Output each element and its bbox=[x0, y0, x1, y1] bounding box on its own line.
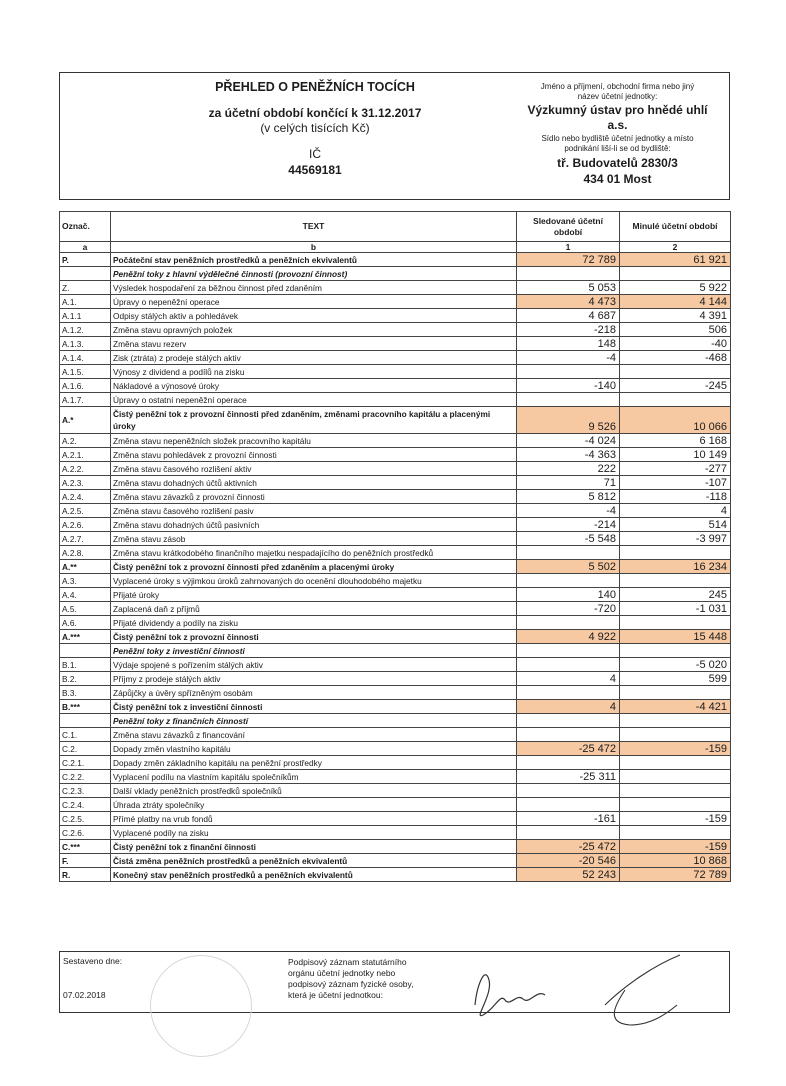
row-previous-value bbox=[620, 365, 731, 379]
row-previous-value bbox=[620, 784, 731, 798]
row-previous-value: 4 bbox=[620, 504, 731, 518]
row-text: Čistý peněžní tok z finanční činnosti bbox=[111, 840, 517, 854]
row-current-value bbox=[517, 574, 620, 588]
row-previous-value: 4 391 bbox=[620, 309, 731, 323]
table-row bbox=[60, 518, 731, 532]
table-row bbox=[60, 672, 731, 686]
row-previous-value: 10 149 bbox=[620, 448, 731, 462]
row-current-value: -4 bbox=[517, 504, 620, 518]
table-row bbox=[60, 490, 731, 504]
col-previous-sub: 2 bbox=[620, 242, 731, 253]
company-city: 434 01 Most bbox=[583, 172, 652, 186]
signature-label-3: podpisový záznam fyzické osoby, bbox=[288, 979, 414, 989]
row-code: C.*** bbox=[60, 840, 111, 854]
table-row bbox=[60, 309, 731, 323]
report-period: za účetní období končící k 31.12.2017 bbox=[208, 106, 422, 120]
row-text: Další vklady peněžních prostředků společníků bbox=[111, 784, 517, 798]
row-previous-value: 245 bbox=[620, 588, 731, 602]
row-code: A.1. bbox=[60, 295, 111, 309]
col-text-header: TEXT bbox=[111, 212, 517, 242]
row-current-value: 4 922 bbox=[517, 630, 620, 644]
row-text: Změna stavu opravných položek bbox=[111, 323, 517, 337]
row-code: C.1. bbox=[60, 728, 111, 742]
row-current-value bbox=[517, 728, 620, 742]
table-row bbox=[60, 532, 731, 546]
table-row bbox=[60, 770, 731, 784]
row-text: Úpravy o ostatní nepeněžní operace bbox=[111, 393, 517, 407]
row-text: Změna stavu krátkodobého finančního majetku nespadajícího do peněžních prostředků bbox=[111, 546, 517, 560]
row-text: Zisk (ztráta) z prodeje stálých aktiv bbox=[111, 351, 517, 365]
row-text: Vyplacení podílu na vlastním kapitálu společníkům bbox=[111, 770, 517, 784]
row-current-value bbox=[517, 714, 620, 728]
row-code: A.1.3. bbox=[60, 337, 111, 351]
handwritten-signature bbox=[455, 945, 695, 1035]
table-row bbox=[60, 868, 731, 882]
compiled-date: 07.02.2018 bbox=[63, 990, 106, 1000]
row-code: A.1.5. bbox=[60, 365, 111, 379]
signature-label-2: orgánu účetní jednotky nebo bbox=[288, 968, 396, 978]
ic-label: IČ bbox=[309, 147, 321, 161]
col-current-sub: 1 bbox=[517, 242, 620, 253]
row-previous-value: -159 bbox=[620, 742, 731, 756]
row-code: B.*** bbox=[60, 700, 111, 714]
row-code: A.3. bbox=[60, 574, 111, 588]
row-code: A.2.6. bbox=[60, 518, 111, 532]
row-current-value: -4 024 bbox=[517, 434, 620, 448]
stamp-circle bbox=[150, 955, 252, 1057]
row-current-value: -161 bbox=[517, 812, 620, 826]
report-title: PŘEHLED O PENĚŽNÍCH TOCÍCH bbox=[215, 80, 415, 94]
company-street: tř. Budovatelů 2830/3 bbox=[557, 156, 678, 170]
row-current-value: 148 bbox=[517, 337, 620, 351]
row-previous-value: -3 997 bbox=[620, 532, 731, 546]
row-current-value: -25 311 bbox=[517, 770, 620, 784]
row-code bbox=[60, 644, 111, 658]
table-row bbox=[60, 379, 731, 393]
row-current-value: 5 812 bbox=[517, 490, 620, 504]
row-text: Peněžní toky z investiční činnosti bbox=[111, 644, 517, 658]
signature-label-1: Podpisový záznam statutárního bbox=[288, 957, 407, 967]
row-previous-value: 10 868 bbox=[620, 854, 731, 868]
row-code: B.1. bbox=[60, 658, 111, 672]
table-row bbox=[60, 826, 731, 840]
row-current-value bbox=[517, 644, 620, 658]
row-current-value: -720 bbox=[517, 602, 620, 616]
row-current-value: 5 053 bbox=[517, 281, 620, 295]
row-previous-value: 506 bbox=[620, 323, 731, 337]
row-text: Zápůjčky a úvěry spřízněným osobám bbox=[111, 686, 517, 700]
table-row bbox=[60, 351, 731, 365]
table-row bbox=[60, 616, 731, 630]
row-previous-value bbox=[620, 546, 731, 560]
table-row bbox=[60, 798, 731, 812]
row-previous-value: -118 bbox=[620, 490, 731, 504]
row-text: Úpravy o nepeněžní operace bbox=[111, 295, 517, 309]
table-row bbox=[60, 840, 731, 854]
row-current-value: 4 687 bbox=[517, 309, 620, 323]
row-text: Výnosy z dividend a podílů na zisku bbox=[111, 365, 517, 379]
table-row bbox=[60, 812, 731, 826]
row-current-value bbox=[517, 658, 620, 672]
row-code: C.2.4. bbox=[60, 798, 111, 812]
row-current-value bbox=[517, 826, 620, 840]
row-code: A.2. bbox=[60, 434, 111, 448]
row-text: Přijaté dividendy a podíly na zisku bbox=[111, 616, 517, 630]
row-current-value bbox=[517, 686, 620, 700]
table-row bbox=[60, 407, 731, 434]
row-current-value: 71 bbox=[517, 476, 620, 490]
row-code: C.2.3. bbox=[60, 784, 111, 798]
row-text: Příjmy z prodeje stálých aktiv bbox=[111, 672, 517, 686]
row-code: A.2.2. bbox=[60, 462, 111, 476]
table-row bbox=[60, 658, 731, 672]
row-text: Odpisy stálých aktiv a pohledávek bbox=[111, 309, 517, 323]
row-previous-value: -4 421 bbox=[620, 700, 731, 714]
table-row bbox=[60, 742, 731, 756]
row-code: A.4. bbox=[60, 588, 111, 602]
table-row bbox=[60, 728, 731, 742]
table-row bbox=[60, 630, 731, 644]
row-text: Úhrada ztráty společníky bbox=[111, 798, 517, 812]
row-code: A.1.7. bbox=[60, 393, 111, 407]
table-header-row bbox=[60, 212, 731, 242]
cash-flow-table bbox=[59, 211, 731, 882]
row-code: A.1.6. bbox=[60, 379, 111, 393]
row-current-value: -25 472 bbox=[517, 840, 620, 854]
row-previous-value: -159 bbox=[620, 840, 731, 854]
row-current-value: 52 243 bbox=[517, 868, 620, 882]
row-text: Čistý peněžní tok z investiční činnosti bbox=[111, 700, 517, 714]
table-subheader-row bbox=[60, 242, 731, 253]
row-current-value bbox=[517, 393, 620, 407]
row-code: A.1.1 bbox=[60, 309, 111, 323]
table-row bbox=[60, 560, 731, 574]
row-text: Změna stavu pohledávek z provozní činnosti bbox=[111, 448, 517, 462]
row-previous-value: 4 144 bbox=[620, 295, 731, 309]
row-current-value: 72 789 bbox=[517, 253, 620, 267]
row-text: Změna stavu časového rozlišení pasiv bbox=[111, 504, 517, 518]
row-current-value: 4 bbox=[517, 700, 620, 714]
table-row bbox=[60, 393, 731, 407]
row-current-value: -218 bbox=[517, 323, 620, 337]
row-code: A.6. bbox=[60, 616, 111, 630]
row-previous-value bbox=[620, 644, 731, 658]
address-label-2: podnikání liší-li se od bydliště: bbox=[564, 144, 671, 153]
table-row bbox=[60, 281, 731, 295]
row-previous-value bbox=[620, 826, 731, 840]
row-current-value bbox=[517, 365, 620, 379]
row-current-value bbox=[517, 756, 620, 770]
row-previous-value: -468 bbox=[620, 351, 731, 365]
company-form: a.s. bbox=[607, 118, 628, 132]
row-text: Zaplacená daň z příjmů bbox=[111, 602, 517, 616]
row-previous-value: 6 168 bbox=[620, 434, 731, 448]
row-text: Přímé platby na vrub fondů bbox=[111, 812, 517, 826]
row-code: A.1.4. bbox=[60, 351, 111, 365]
compiled-label: Sestaveno dne: bbox=[63, 956, 123, 966]
row-previous-value: -277 bbox=[620, 462, 731, 476]
row-current-value bbox=[517, 798, 620, 812]
row-current-value: -20 546 bbox=[517, 854, 620, 868]
row-current-value: -25 472 bbox=[517, 742, 620, 756]
row-current-value: 5 502 bbox=[517, 560, 620, 574]
row-code: A.5. bbox=[60, 602, 111, 616]
table-row bbox=[60, 295, 731, 309]
row-code: A.*** bbox=[60, 630, 111, 644]
row-previous-value bbox=[620, 616, 731, 630]
signature-label-4: která je účetní jednotkou: bbox=[288, 990, 383, 1000]
row-code: A.2.3. bbox=[60, 476, 111, 490]
table-row bbox=[60, 574, 731, 588]
row-previous-value bbox=[620, 686, 731, 700]
row-previous-value: 5 922 bbox=[620, 281, 731, 295]
row-current-value: 9 526 bbox=[517, 407, 620, 434]
row-code: C.2.6. bbox=[60, 826, 111, 840]
name-label-1: Jméno a příjmení, obchodní firma nebo jiný bbox=[540, 82, 695, 91]
table-row bbox=[60, 476, 731, 490]
row-text: Čistý peněžní tok z provozní činnosti bbox=[111, 630, 517, 644]
row-code: F. bbox=[60, 854, 111, 868]
row-current-value bbox=[517, 546, 620, 560]
table-row bbox=[60, 462, 731, 476]
table-row bbox=[60, 434, 731, 448]
row-text: Čistá změna peněžních prostředků a peněžních ekvivalentů bbox=[111, 854, 517, 868]
row-previous-value: -5 020 bbox=[620, 658, 731, 672]
row-text: Čistý peněžní tok z provozní činnosti před zdaněním a placenými úroky bbox=[111, 560, 517, 574]
name-label-2: název účetní jednotky: bbox=[577, 92, 658, 101]
row-code: A.1.2. bbox=[60, 323, 111, 337]
table-row bbox=[60, 323, 731, 337]
row-code: A.* bbox=[60, 407, 111, 434]
row-previous-value bbox=[620, 728, 731, 742]
row-text: Konečný stav peněžních prostředků a peněžních ekvivalentů bbox=[111, 868, 517, 882]
table-row bbox=[60, 365, 731, 379]
row-text: Změna stavu časového rozlišení aktiv bbox=[111, 462, 517, 476]
row-previous-value: 514 bbox=[620, 518, 731, 532]
row-text: Peněžní toky z hlavní výdělečné činnosti (provozní činnost) bbox=[111, 267, 517, 281]
row-code: R. bbox=[60, 868, 111, 882]
row-text: Dopady změn základního kapitálu na peněžní prostředky bbox=[111, 756, 517, 770]
row-previous-value bbox=[620, 756, 731, 770]
row-previous-value: 16 234 bbox=[620, 560, 731, 574]
row-code: P. bbox=[60, 253, 111, 267]
row-code: A.2.1. bbox=[60, 448, 111, 462]
row-text: Změna stavu závazků z financování bbox=[111, 728, 517, 742]
row-text: Změna stavu zásob bbox=[111, 532, 517, 546]
row-code bbox=[60, 267, 111, 281]
table-row bbox=[60, 686, 731, 700]
row-code: B.3. bbox=[60, 686, 111, 700]
row-text: Vyplacené podíly na zisku bbox=[111, 826, 517, 840]
row-code: Z. bbox=[60, 281, 111, 295]
row-previous-value: 10 066 bbox=[620, 407, 731, 434]
row-text: Změna stavu rezerv bbox=[111, 337, 517, 351]
table-row bbox=[60, 714, 731, 728]
row-code: A.2.8. bbox=[60, 546, 111, 560]
row-text: Výdaje spojené s pořízením stálých aktiv bbox=[111, 658, 517, 672]
row-code: A.2.5. bbox=[60, 504, 111, 518]
table-row bbox=[60, 644, 731, 658]
row-previous-value bbox=[620, 393, 731, 407]
row-current-value: -214 bbox=[517, 518, 620, 532]
table-row bbox=[60, 588, 731, 602]
row-code: C.2.2. bbox=[60, 770, 111, 784]
table-row bbox=[60, 602, 731, 616]
row-current-value bbox=[517, 784, 620, 798]
row-code: B.2. bbox=[60, 672, 111, 686]
row-previous-value: -107 bbox=[620, 476, 731, 490]
row-previous-value: -245 bbox=[620, 379, 731, 393]
table-row bbox=[60, 756, 731, 770]
table-row bbox=[60, 448, 731, 462]
col-code-sub: a bbox=[60, 242, 111, 253]
table-row bbox=[60, 253, 731, 267]
row-code: C.2. bbox=[60, 742, 111, 756]
col-previous-header: Minulé účetní období bbox=[620, 212, 731, 242]
row-code: A.2.7. bbox=[60, 532, 111, 546]
table-row bbox=[60, 267, 731, 281]
row-text: Dopady změn vlastního kapitálu bbox=[111, 742, 517, 756]
row-code: C.2.1. bbox=[60, 756, 111, 770]
row-previous-value: -1 031 bbox=[620, 602, 731, 616]
row-text: Vyplacené úroky s výjimkou úroků zahrnovaných do ocenění dlouhodobého majetku bbox=[111, 574, 517, 588]
row-current-value: 222 bbox=[517, 462, 620, 476]
table-row bbox=[60, 784, 731, 798]
row-previous-value: 15 448 bbox=[620, 630, 731, 644]
table-row bbox=[60, 546, 731, 560]
row-current-value: 140 bbox=[517, 588, 620, 602]
row-current-value: -140 bbox=[517, 379, 620, 393]
row-text: Změna stavu dohadných účtů pasivních bbox=[111, 518, 517, 532]
row-current-value bbox=[517, 267, 620, 281]
row-text: Změna stavu dohadných účtů aktivních bbox=[111, 476, 517, 490]
col-code-header: Označ. bbox=[60, 212, 111, 242]
row-current-value: 4 bbox=[517, 672, 620, 686]
table-row bbox=[60, 700, 731, 714]
row-code: C.2.5. bbox=[60, 812, 111, 826]
row-code bbox=[60, 714, 111, 728]
col-current-header: Sledované účetní období bbox=[517, 212, 620, 242]
row-current-value bbox=[517, 616, 620, 630]
row-previous-value bbox=[620, 770, 731, 784]
table-row bbox=[60, 854, 731, 868]
report-units: (v celých tisících Kč) bbox=[260, 121, 370, 135]
row-text: Změna stavu závazků z provozní činnosti bbox=[111, 490, 517, 504]
row-text: Počáteční stav peněžních prostředků a peněžních ekvivalentů bbox=[111, 253, 517, 267]
address-label-1: Sídlo nebo bydliště účetní jednotky a místo bbox=[541, 134, 694, 143]
row-text: Nákladové a výnosové úroky bbox=[111, 379, 517, 393]
table-row bbox=[60, 337, 731, 351]
row-previous-value: 599 bbox=[620, 672, 731, 686]
row-current-value: -4 bbox=[517, 351, 620, 365]
row-previous-value bbox=[620, 798, 731, 812]
row-previous-value bbox=[620, 267, 731, 281]
row-text: Čistý peněžní tok z provozní činnosti před zdaněním, změnami pracovního kapitálu a placenými úroky bbox=[111, 407, 517, 434]
row-current-value: 4 473 bbox=[517, 295, 620, 309]
row-text: Peněžní toky z finančních činností bbox=[111, 714, 517, 728]
row-previous-value: -159 bbox=[620, 812, 731, 826]
row-current-value: -5 548 bbox=[517, 532, 620, 546]
ic-value: 44569181 bbox=[288, 163, 342, 177]
table-row bbox=[60, 504, 731, 518]
row-previous-value: 72 789 bbox=[620, 868, 731, 882]
row-previous-value: -40 bbox=[620, 337, 731, 351]
col-text-sub: b bbox=[111, 242, 517, 253]
company-name: Výzkumný ústav pro hnědé uhlí bbox=[527, 103, 708, 117]
row-previous-value: 61 921 bbox=[620, 253, 731, 267]
row-current-value: -4 363 bbox=[517, 448, 620, 462]
row-text: Výsledek hospodaření za běžnou činnost před zdaněním bbox=[111, 281, 517, 295]
row-previous-value bbox=[620, 714, 731, 728]
row-text: Změna stavu nepeněžních složek pracovního kapitálu bbox=[111, 434, 517, 448]
row-code: A.** bbox=[60, 560, 111, 574]
row-code: A.2.4. bbox=[60, 490, 111, 504]
row-text: Přijaté úroky bbox=[111, 588, 517, 602]
row-previous-value bbox=[620, 574, 731, 588]
